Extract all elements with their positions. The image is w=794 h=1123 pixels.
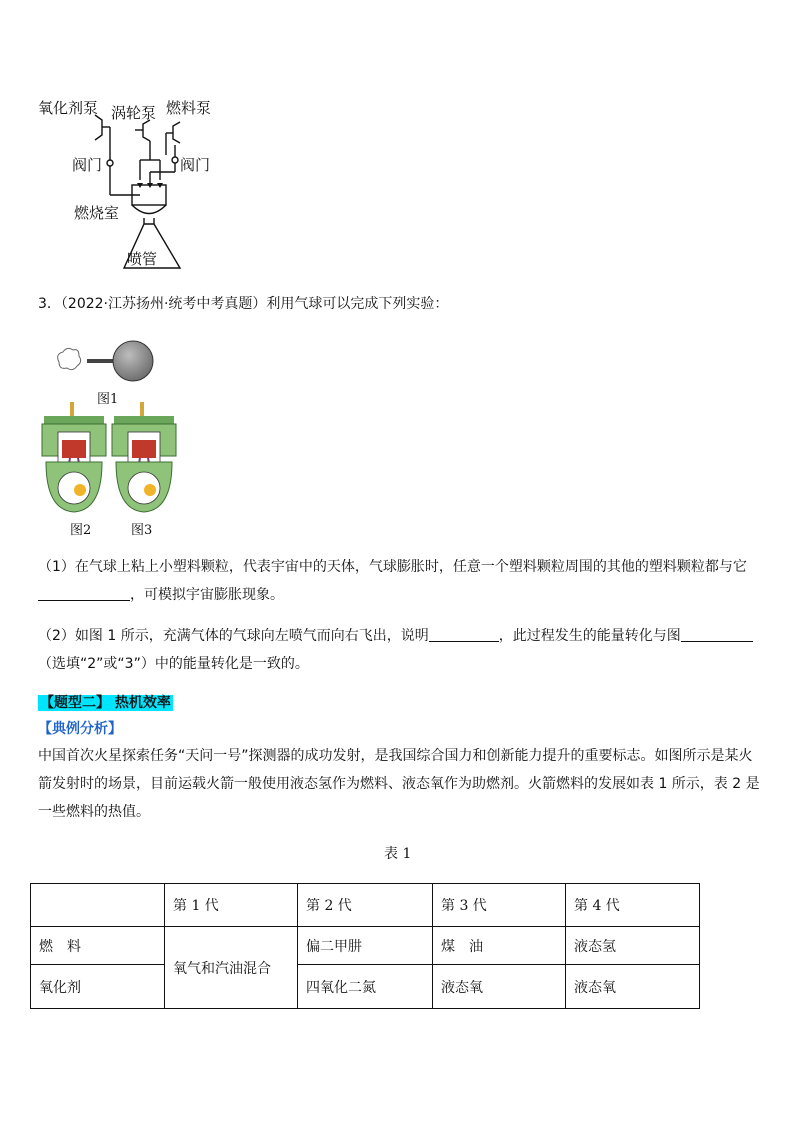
turbo-pump-label: 涡轮泵 <box>111 104 157 122</box>
gen1-merged-cell: 氧气和汽油混合 <box>165 927 298 1009</box>
section-title <box>38 692 173 712</box>
figure2-caption: 图2 <box>70 523 92 538</box>
table-row-fuel <box>31 927 700 965</box>
question3-part2 <box>38 622 768 678</box>
row-label-fuel: 燃 料 <box>31 927 165 965</box>
fuel-development-table <box>30 883 700 1009</box>
balloon-figure <box>55 340 165 385</box>
header-cell <box>31 884 165 927</box>
header-cell: 第 2 代 <box>298 884 433 927</box>
figure3-caption: 图3 <box>131 523 153 538</box>
table1-caption: 表 1 <box>384 846 412 862</box>
table-row-oxidizer <box>31 965 700 1009</box>
table-cell: 液态氧 <box>566 965 700 1009</box>
engine-cylinder-figures <box>40 402 190 517</box>
example-paragraph <box>38 742 768 826</box>
question3-stem: 3．（2022·江苏扬州·统考中考真题）利用气球可以完成下列实验： <box>38 296 449 312</box>
nozzle-label: 喷管 <box>127 250 158 268</box>
part1-text-a: （1）在气球上粘上小塑料颗粒，代表宇宙中的天体，气球膨胀时，任意一个塑料颗粒周围的其他的塑料颗粒都与它 <box>38 559 747 575</box>
rocket-engine-schematic <box>0 0 260 280</box>
combustion-chamber-label: 燃烧室 <box>74 204 120 222</box>
table-cell: 液态氧 <box>433 965 566 1009</box>
header-cell: 第 4 代 <box>566 884 700 927</box>
example-label: 【典例分析】 <box>38 721 122 737</box>
valve-right-label: 阀门 <box>180 156 211 174</box>
oxidizer-pump-label: 氧化剂泵 <box>38 99 99 117</box>
table-cell: 四氧化二氮 <box>298 965 433 1009</box>
part2-text-b: ，此过程发生的能量转化与图 <box>498 628 681 644</box>
row-label-oxidizer: 氧化剂 <box>31 965 165 1009</box>
table-cell: 液态氢 <box>566 927 700 965</box>
table-header-row <box>31 884 700 927</box>
table-cell: 偏二甲肼 <box>298 927 433 965</box>
engine-cylinder-2 <box>42 402 106 512</box>
valve-left-label: 阀门 <box>72 156 103 174</box>
paragraph-line3: 一些燃料的热值。 <box>38 804 150 820</box>
part2-text-c: （选填“2”或“3”）中的能量转化是一致的。 <box>38 656 309 672</box>
part1-answer-blank[interactable] <box>38 584 130 601</box>
part2-text-a: （2）如图 1 所示，充满气体的气球向左喷气而向右飞出，说明 <box>38 628 429 644</box>
paragraph-line2: 箭发射时的场景，目前运载火箭一般使用液态氢作为燃料、液态氧作为助燃剂。火箭燃料的发展如表 1 所示，表 2 是 <box>38 776 760 792</box>
header-cell: 第 3 代 <box>433 884 566 927</box>
figure1-caption: 图1 <box>97 392 119 407</box>
fuel-pump-label: 燃料泵 <box>166 99 212 117</box>
part2-answer-blank-2[interactable] <box>681 625 753 642</box>
header-cell: 第 1 代 <box>165 884 298 927</box>
question3-part1 <box>38 553 768 609</box>
paragraph-line1: 中国首次火星探索任务“天问一号”探测器的成功发射，是我国综合国力和创新能力提升的重要标志。如图所示是某火 <box>38 748 753 764</box>
section-title-text: 【题型二】 热机效率 <box>40 695 171 711</box>
engine-cylinder-3 <box>112 402 176 512</box>
table-cell: 煤 油 <box>433 927 566 965</box>
part1-text-b: ，可模拟宇宙膨胀现象。 <box>130 587 284 603</box>
part2-answer-blank-1[interactable] <box>429 625 499 642</box>
